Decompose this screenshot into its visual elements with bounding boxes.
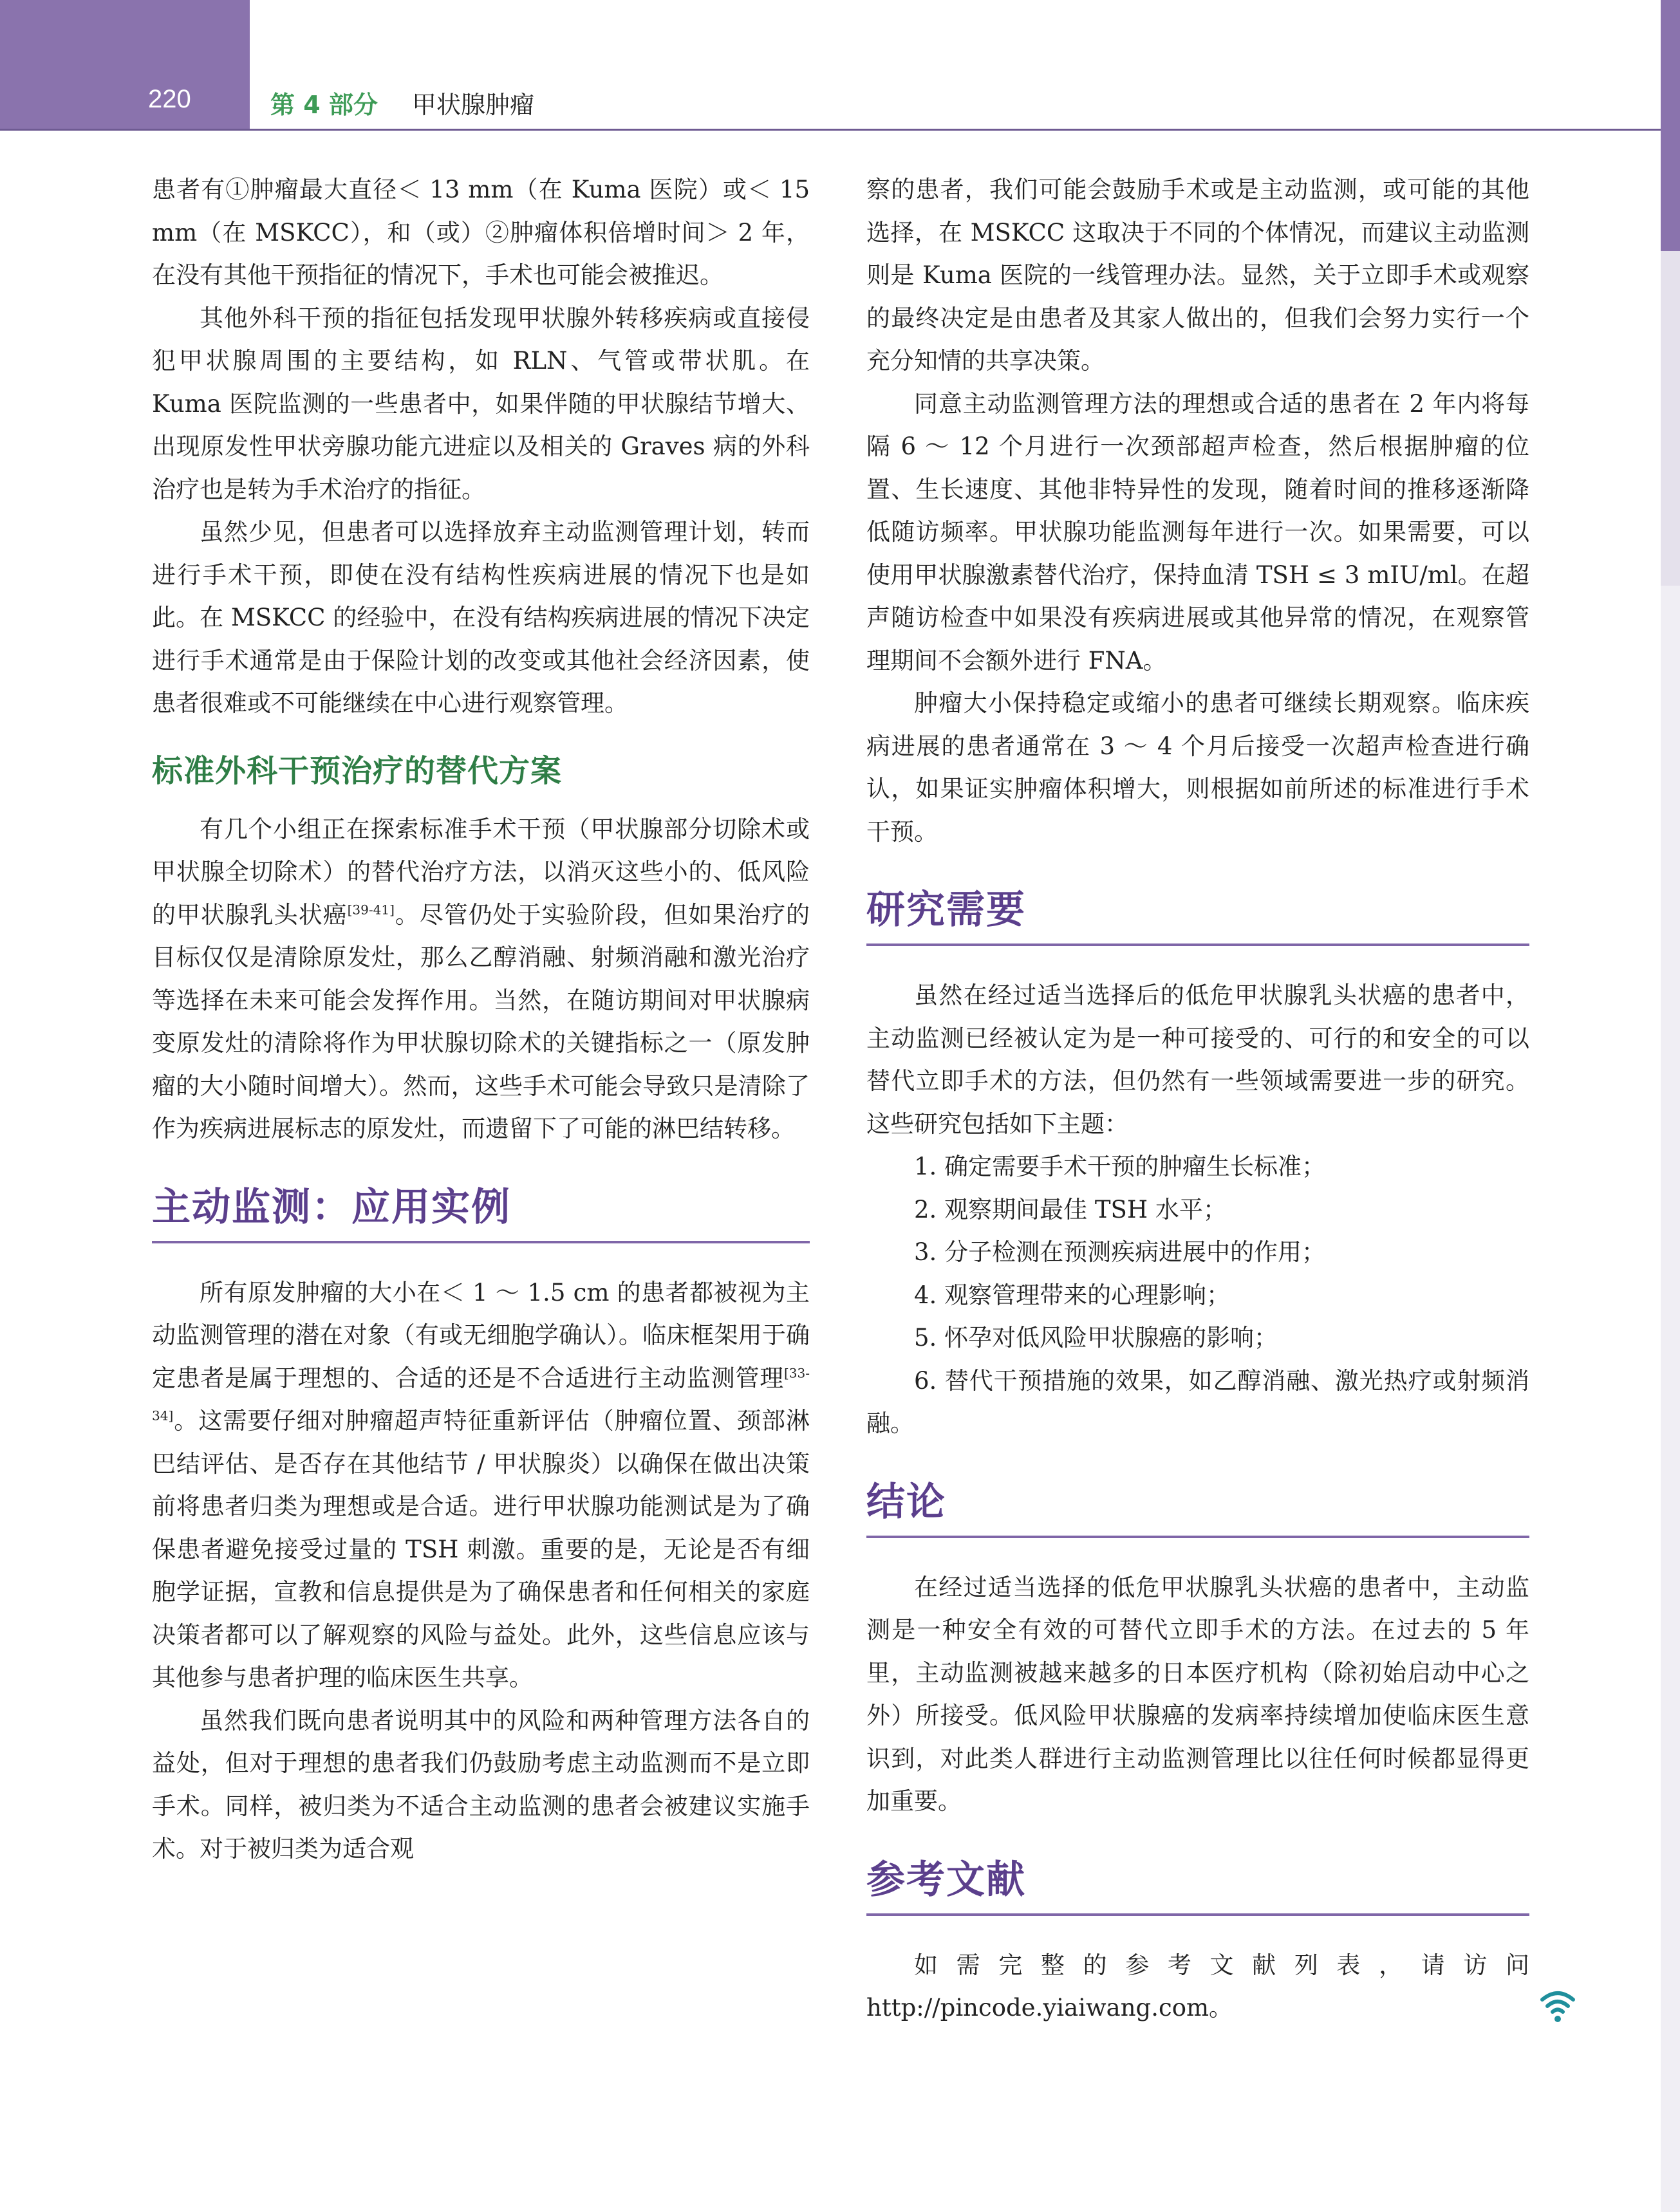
list-item: 5. 怀孕对低风险甲状腺癌的影响；	[914, 1324, 1278, 1352]
paragraph-text: 。这需要仔细对肿瘤超声特征重新评估（肿瘤位置、颈部淋巴结评估、是否存在其他结节 / 甲状腺炎）以确保在做出决策前将患者归类为理想或是合适。进行甲状腺功能测试是为了确保患者避免接受过量的 TSH 刺激。重要的是，无论是否有细胞学证据，宣教和信息提供是为了确保患者和任何相关的家庭决策者都可以了解观察的风险与益处。此外，这些信息应该与其他参与患者护理的临床医生共享。	[152, 1407, 810, 1691]
side-thumb-mark	[1661, 0, 1680, 251]
paragraph: 同意主动监测管理方法的理想或合适的患者在 2 年内将每隔 6 ～ 12 个月进行一次颈部超声检查，然后根据肿瘤的位置、生长速度、其他非特异性的发现，随着时间的推移逐渐降低随访频率。甲状腺功能监测每年进行一次。如果需要，可以使用甲状腺激素替代治疗，保持血清 TSH ≤ 3 mIU/ml。在超声随访检查中如果没有疾病进展或其他异常的情况，在观察管理期间不会额外进行 FNA。	[866, 389, 1529, 674]
paragraph: 患者有①肿瘤最大直径＜ 13 mm（在 Kuma 医院）或＜ 15 mm（在 MSKCC），和（或）②肿瘤体积倍增时间＞ 2 年，在没有其他干预指征的情况下，手术也可能会被推迟。	[152, 176, 810, 289]
list-item: 1. 确定需要手术干预的肿瘤生长标准；	[914, 1153, 1326, 1180]
paragraph	[152, 808, 810, 1151]
page-tab	[0, 0, 250, 129]
paragraph-text: 所有原发肿瘤的大小在＜ 1 ～ 1.5 cm 的患者都被视为主动监测管理的潜在对象（有或无细胞学确认）。临床框架用于确定患者是属于理想的、合适的还是不合适进行主动监测管理	[152, 1278, 810, 1392]
paragraph: 虽然我们既向患者说明其中的风险和两种管理方法各自的益处，但对于理想的患者我们仍鼓励考虑主动监测而不是立即手术。同样，被归类为不适合主动监测的患者会被建议实施手术。对于被归类为适合观	[152, 1706, 810, 1863]
paragraph	[152, 1272, 810, 1700]
list-item: 6. 替代干预措施的效果，如乙醇消融、激光热疗或射频消融。	[866, 1366, 1529, 1437]
page-header	[0, 0, 1661, 131]
citation-ref: [39-41]	[347, 902, 395, 918]
side-thumb-mark-light	[1661, 251, 1680, 586]
side-thumb-bar	[1661, 0, 1680, 2212]
section-heading-conclusion: 结论	[866, 1471, 1529, 1538]
list-item: 2. 观察期间最佳 TSH 水平；	[914, 1195, 1227, 1223]
paragraph: 其他外科干预的指征包括发现甲状腺外转移疾病或直接侵犯甲状腺周围的主要结构，如 RLN、气管或带状肌。在 Kuma 医院监测的一些患者中，如果伴随的甲状腺结节增大、出现原发性甲状旁腺功能亢进症以及相关的 Graves 病的外科治疗也是转为手术治疗的指征。	[152, 304, 810, 503]
citation-ref: [33-34]	[152, 1365, 810, 1424]
reference-link-paragraph: 如需完整的参考文献列表，请访问 http://pincode.yiaiwang.com。	[866, 1951, 1529, 2021]
paragraph-text: 有几个小组正在探索标准手术干预（甲状腺部分切除术或甲状腺全切除术）的替代治疗方法，以消灭这些小的、低风险的甲状腺乳头状癌	[152, 815, 810, 929]
paragraph: 虽然在经过适当选择后的低危甲状腺乳头状癌的患者中，主动监测已经被认定为是一种可接受的、可行的和安全的可以替代立即手术的方法，但仍然有一些领域需要进一步的研究。这些研究包括如下主题：	[866, 981, 1529, 1138]
part-title: 甲状腺肿瘤	[412, 91, 535, 119]
part-label: 第 4 部分	[270, 91, 378, 119]
list-item: 3. 分子检测在预测疾病进展中的作用；	[914, 1238, 1326, 1266]
section-heading-references: 参考文献	[866, 1849, 1529, 1916]
list-item: 4. 观察管理带来的心理影响；	[914, 1281, 1231, 1309]
section-heading-alternatives: 标准外科干预治疗的替代方案	[152, 752, 563, 789]
wifi-icon	[1538, 1985, 1577, 2024]
paragraph: 虽然少见，但患者可以选择放弃主动监测管理计划，转而进行手术干预，即使在没有结构性疾病进展的情况下也是如此。在 MSKCC 的经验中，在没有结构疾病进展的情况下决定进行手术通常是由于保险计划的改变或其他社会经济因素，使患者很难或不可能继续在中心进行观察管理。	[152, 518, 810, 717]
right-column	[866, 169, 1529, 2030]
section-heading-research-needs: 研究需要	[866, 879, 1529, 946]
paragraph: 察的患者，我们可能会鼓励手术或是主动监测，或可能的其他选择，在 MSKCC 这取决于不同的个体情况，而建议主动监测则是 Kuma 医院的一线管理办法。显然，关于立即手术或观察的最终决定是由患者及其家人做出的，但我们会努力实行一个充分知情的共享决策。	[866, 176, 1529, 375]
left-column	[152, 169, 810, 1871]
paragraph: 肿瘤大小保持稳定或缩小的患者可继续长期观察。临床疾病进展的患者通常在 3 ～ 4 个月后接受一次超声检查进行确认，如果证实肿瘤体积增大，则根据如前所述的标准进行手术干预。	[866, 689, 1529, 846]
page-number: 220	[148, 85, 191, 113]
section-heading-active-surveillance: 主动监测：应用实例	[152, 1176, 810, 1243]
research-topic-list	[866, 1146, 1529, 1445]
paragraph-text: 。尽管仍处于实验阶段，但如果治疗的目标仅仅是清除原发灶，那么乙醇消融、射频消融和激光治疗等选择在未来可能会发挥作用。当然，在随访期间对甲状腺病变原发灶的清除将作为甲状腺切除术的关键指标之一（原发肿瘤的大小随时间增大）。然而，这些手术可能会导致只是清除了作为疾病进展标志的原发灶，而遗留下了可能的淋巴结转移。	[152, 900, 810, 1142]
paragraph: 在经过适当选择的低危甲状腺乳头状癌的患者中，主动监测是一种安全有效的可替代立即手术的方法。在过去的 5 年里，主动监测被越来越多的日本医疗机构（除初始启动中心之外）所接受。低风险甲状腺癌的发病率持续增加使临床医生意识到，对此类人群进行主动监测管理比以往任何时候都显得更加重要。	[866, 1573, 1529, 1815]
